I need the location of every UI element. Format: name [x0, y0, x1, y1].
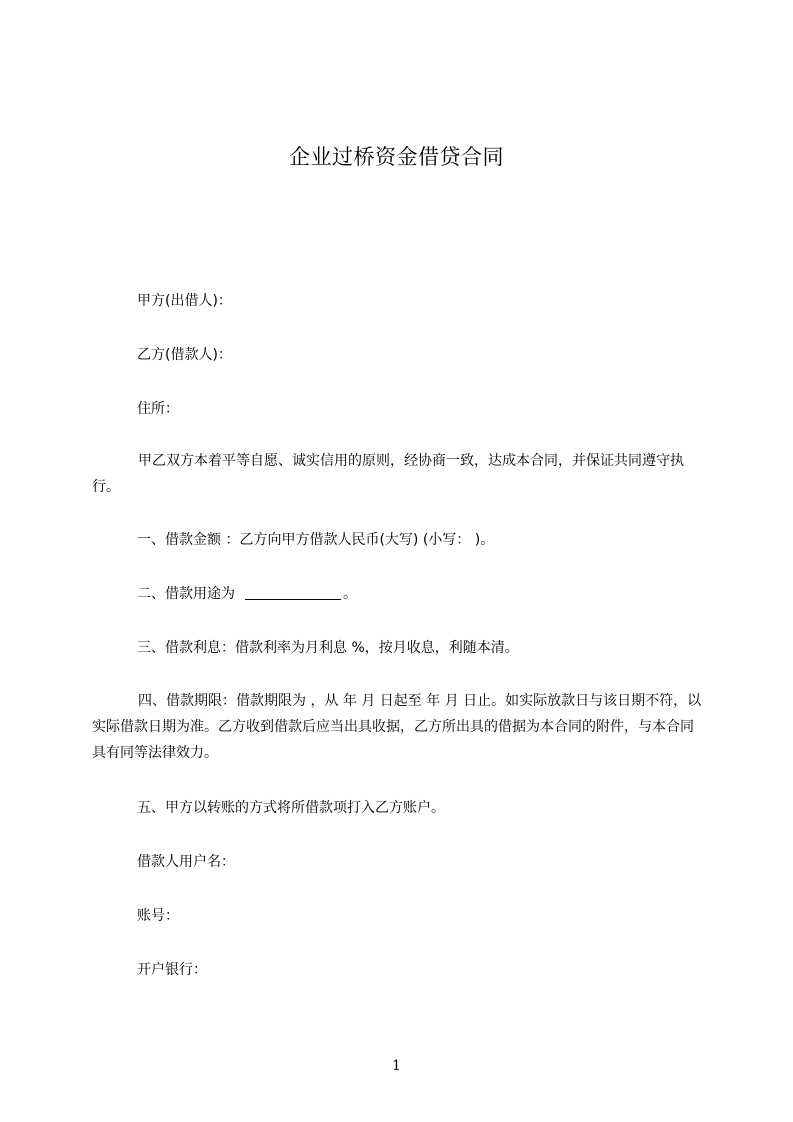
clause-loan-interest: 三、借款利息：借款利率为月利息 %，按月收息，利随本清。	[137, 640, 519, 656]
clause-loan-term: 四、借款期限：借款期限为 ，从 年 月 日起至 年 月 日止。如实际放款日与该日期不符，以实际借款日期为准。乙方收到借款后应当出具收据，乙方所出具的借据为本合同的附件，与本合同具有同等法律效力。	[92, 693, 702, 761]
account-name-label: 借款人用户名：	[137, 854, 235, 870]
clause-transfer-method: 五、甲方以转账的方式将所借款项打入乙方账户。	[137, 800, 445, 816]
loan-purpose-blank	[245, 585, 341, 600]
clause-loan-purpose-text: 二、借款用途为	[137, 586, 235, 602]
clause-loan-purpose	[137, 584, 357, 604]
bank-label: 开户银行：	[137, 962, 207, 978]
account-number-label: 账号：	[137, 908, 179, 924]
address-label: 住所：	[137, 401, 179, 417]
page-number: 1	[392, 1058, 401, 1074]
clause-loan-purpose-end: 。	[343, 586, 357, 602]
document-title: 企业过桥资金借贷合同	[289, 145, 504, 169]
party-b-label: 乙方(借款人)：	[137, 347, 232, 363]
preamble-paragraph: 甲乙双方本着平等自愿、诚实信用的原则，经协商一致，达成本合同，并保证共同遵守执行。	[92, 453, 684, 495]
party-a-label: 甲方(出借人)：	[137, 293, 232, 309]
clause-loan-amount: 一、借款金额 ：乙方向甲方借款人民币(大写) (小写： )。	[137, 532, 495, 548]
